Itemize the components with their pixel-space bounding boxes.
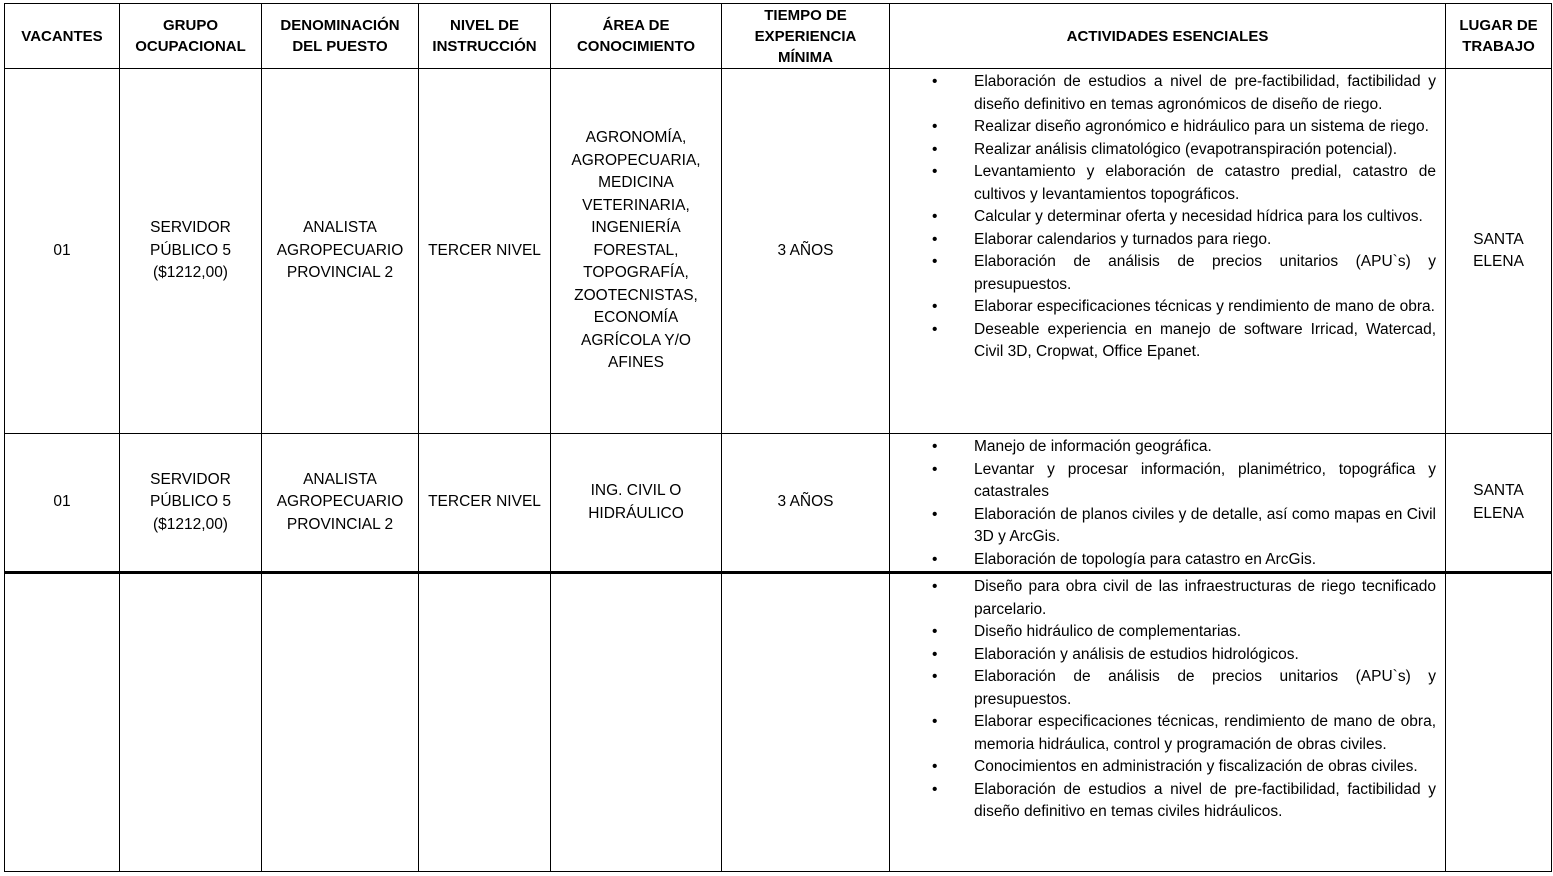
activity-text: Elaboración de estudios a nivel de pre-factibilidad, factibilidad y diseño definitivo en temas civiles hidráulicos.	[974, 780, 1436, 820]
cell-vacantes: 01	[5, 434, 120, 573]
activity-item	[890, 756, 1436, 779]
bullet-icon: •	[932, 320, 938, 338]
activity-item	[890, 206, 1436, 229]
activity-text: Elaboración de planos civiles y de detalle, así como mapas en Civil 3D y ArcGis.	[974, 505, 1436, 545]
activity-item	[890, 319, 1436, 364]
cell-lugar	[1446, 573, 1552, 872]
activity-text: Elaboración de topología para catastro en ArcGis.	[974, 550, 1317, 568]
cell-actividades	[890, 69, 1446, 434]
cell-actividades	[890, 434, 1446, 573]
header-vacantes: VACANTES	[5, 4, 120, 69]
cell-denominacion	[262, 573, 419, 872]
activity-item	[890, 296, 1436, 319]
header-grupo-ocupacional: GRUPO OCUPACIONAL	[120, 4, 262, 69]
activity-text: Diseño para obra civil de las infraestructuras de riego tecnificado parcelario.	[974, 578, 1436, 618]
activity-item	[890, 711, 1436, 756]
activity-text: Realizar diseño agronómico e hidráulico para un sistema de riego.	[974, 118, 1429, 135]
bullet-icon: •	[932, 438, 938, 455]
cell-grupo: SERVIDOR PÚBLICO 5 ($1212,00)	[120, 434, 262, 573]
activity-text: Elaboración y análisis de estudios hidrológicos.	[974, 645, 1299, 663]
bullet-icon: •	[932, 140, 938, 158]
activity-item	[890, 71, 1436, 116]
bullet-icon: •	[932, 645, 938, 663]
cell-actividades	[890, 573, 1446, 872]
activity-text: Elaboración de análisis de precios unitarios (APU`s) y presupuestos.	[974, 668, 1436, 708]
bullet-icon: •	[932, 505, 938, 523]
activity-text: Deseable experiencia en manejo de software Irricad, Watercad, Civil 3D, Cropwat, Office Epanet.	[974, 320, 1436, 360]
cell-lugar: SANTA ELENA	[1446, 69, 1552, 434]
cell-vacantes: 01	[5, 69, 120, 434]
activity-item	[890, 229, 1436, 252]
bullet-icon: •	[932, 163, 938, 180]
activity-text: Elaborar especificaciones técnicas, rendimiento de mano de obra, memoria hidráulica, control y programación de obras civiles.	[974, 713, 1436, 753]
bullet-icon: •	[932, 578, 938, 595]
activities-list	[890, 576, 1436, 824]
header-nivel-instruccion: NIVEL DE INSTRUCCIÓN	[419, 4, 551, 69]
cell-denominacion: ANALISTA AGROPECUARIO PROVINCIAL 2	[262, 434, 419, 573]
activity-item	[890, 666, 1436, 711]
bullet-icon: •	[932, 713, 938, 730]
bullet-icon: •	[932, 230, 938, 248]
cell-denominacion: ANALISTA AGROPECUARIO PROVINCIAL 2	[262, 69, 419, 434]
cell-tiempo: 3 AÑOS	[722, 434, 890, 573]
cell-grupo	[120, 573, 262, 872]
bullet-icon: •	[932, 253, 938, 270]
table-row	[5, 573, 1552, 872]
bullet-icon: •	[932, 668, 938, 685]
bullet-icon: •	[932, 208, 938, 225]
cell-lugar: SANTA ELENA	[1446, 434, 1552, 573]
activity-text: Levantar y procesar información, planimétrico, topográfica y catastrales	[974, 460, 1436, 500]
job-vacancies-table	[4, 3, 1552, 872]
bullet-icon: •	[932, 623, 938, 640]
activity-item	[890, 576, 1436, 621]
activity-text: Manejo de información geográfica.	[974, 438, 1212, 455]
activity-text: Calcular y determinar oferta y necesidad hídrica para los cultivos.	[974, 208, 1423, 225]
activity-item	[890, 251, 1436, 296]
table-row	[5, 434, 1552, 573]
activity-item	[890, 644, 1436, 667]
activity-item	[890, 436, 1436, 459]
bullet-icon: •	[932, 73, 938, 90]
activity-item	[890, 116, 1436, 139]
activity-text: Elaboración de estudios a nivel de pre-factibilidad, factibilidad y diseño definitivo en temas agronómicos de diseño de riego.	[974, 73, 1436, 113]
header-area-conocimiento: ÁREA DE CONOCIMIENTO	[551, 4, 722, 69]
cell-vacantes	[5, 573, 120, 872]
activity-text: Elaborar calendarios y turnados para riego.	[974, 230, 1272, 248]
activity-item	[890, 549, 1436, 572]
cell-tiempo: 3 AÑOS	[722, 69, 890, 434]
cell-nivel	[419, 573, 551, 872]
activity-item	[890, 161, 1436, 206]
activity-text: Elaborar especificaciones técnicas y rendimiento de mano de obra.	[974, 298, 1435, 315]
header-tiempo-experiencia: TIEMPO DE EXPERIENCIA MÍNIMA	[722, 4, 890, 69]
bullet-icon: •	[932, 298, 938, 315]
activity-text: Diseño hidráulico de complementarias.	[974, 623, 1242, 640]
activity-text: Levantamiento y elaboración de catastro predial, catastro de cultivos y levantamientos topográficos.	[974, 163, 1436, 203]
activity-item	[890, 779, 1436, 824]
bullet-icon: •	[932, 780, 938, 798]
activity-item	[890, 139, 1436, 162]
activity-item	[890, 621, 1436, 644]
activity-text: Realizar análisis climatológico (evapotranspiración potencial).	[974, 140, 1398, 158]
cell-nivel: TERCER NIVEL	[419, 434, 551, 573]
cell-grupo: SERVIDOR PÚBLICO 5 ($1212,00)	[120, 69, 262, 434]
activity-item	[890, 459, 1436, 504]
activity-text: Elaboración de análisis de precios unitarios (APU`s) y presupuestos.	[974, 253, 1436, 293]
cell-area: ING. CIVIL O HIDRÁULICO	[551, 434, 722, 573]
activities-list	[890, 71, 1436, 364]
table-header-row	[5, 4, 1552, 69]
activity-item	[890, 504, 1436, 549]
table-row	[5, 69, 1552, 434]
cell-area: AGRONOMÍA, AGROPECUARIA, MEDICINA VETERINARIA, INGENIERÍA FORESTAL, TOPOGRAFÍA, ZOOTECNISTAS, ECONOMÍA AGRÍCOLA Y/O AFINES	[551, 69, 722, 434]
header-lugar-trabajo: LUGAR DE TRABAJO	[1446, 4, 1552, 69]
header-actividades: ACTIVIDADES ESENCIALES	[890, 4, 1446, 69]
cell-area	[551, 573, 722, 872]
bullet-icon: •	[932, 758, 938, 775]
cell-nivel: TERCER NIVEL	[419, 69, 551, 434]
bullet-icon: •	[932, 550, 938, 568]
activity-text: Conocimientos en administración y fiscalización de obras civiles.	[974, 758, 1418, 775]
bullet-icon: •	[932, 118, 938, 135]
cell-tiempo	[722, 573, 890, 872]
bullet-icon: •	[932, 460, 938, 478]
header-denominacion: DENOMINACIÓN DEL PUESTO	[262, 4, 419, 69]
activities-list	[890, 436, 1436, 571]
